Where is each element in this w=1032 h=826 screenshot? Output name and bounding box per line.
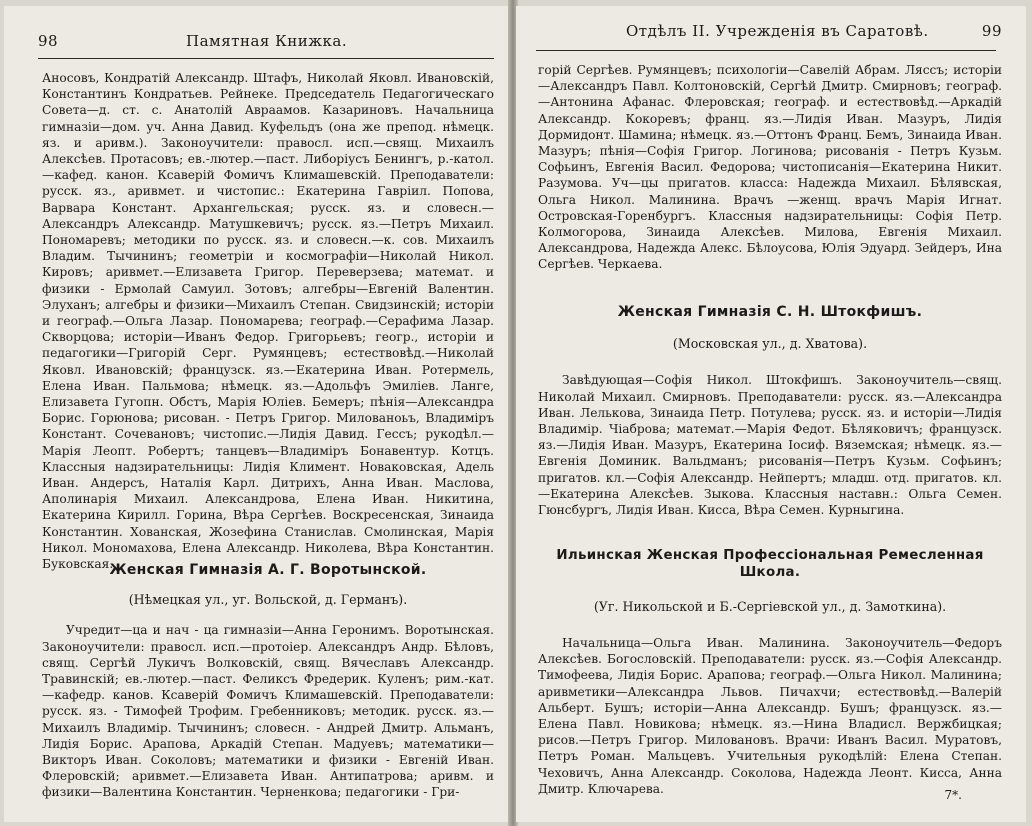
right-page — [516, 6, 1026, 822]
gymnasium-shtokfish-address: (Московская ул., д. Хватова). — [672, 336, 868, 352]
right-running-title: Отдѣлъ II. Учрежденія въ Саратовѣ. — [626, 22, 929, 40]
left-header-rule — [38, 58, 494, 59]
gymnasium-vorotynskaya-address: (Нѣмецкая ул., уг. Вольской, д. Германъ). — [128, 592, 408, 608]
left-page — [4, 6, 510, 822]
right-paragraph-1: горій Сергѣев. Румянцевъ; психологіи—Савелій Абрам. Ляссъ; исторіи—Александръ Павл. Колтоновскій, Сергѣй Дмитр. Смирновъ; географ.—Антонина Афанас. Флеровская; географ. и естествовѣд.—Аркадій Александр. Кокоревъ; франц. яз.—Лидія Иван. Мазуръ, Лидія Дормидонт. Шамина; нѣмецк. яз.—Оттонъ Франц. Бемъ, Зинаида Иван. Мазуръ; пѣнія—Софія Григор. Логинова; рисованія - Петръ Кузьм. Софьинъ, Евгенія Васил. Федорова; чистописанія—Екатерина Никит. Разумова. Уч—цы пригатов. класса: Надежда Михаил. Бѣлявская, Ольга Никол. Малинина. Врачъ —женщ. врачъ Марія Игнат. Островская-Горенбургъ. Классныя надзирательницы: Софія Петр. Колмогорова, Зинаида Алексѣев. Милова, Евгенія Михаил. Александрова, Надежда Алекс. Бѣлоусова, Юлія Эдуард. Зейдеръ, Ина Сергѣев. Черкаева. — [538, 63, 1002, 272]
right-paragraph-2: Завѣдующая—Софія Никол. Штокфишъ. Законоучитель—свящ. Николай Михаил. Смирновъ. Преподаватели: русск. яз.—Александра Иван. Лелькова, Зинаида Петр. Потулева; русск. яз. и исторіи—Лидія Владимір. Чіаброва; математ.—Марія Федот. Бѣляковичъ; французск. яз.—Лидія Иван. Мазуръ, Екатерина Іосиф. Вяземская; нѣмецк. яз.—Евгенія Доминик. Вальдманъ; рисованія—Петръ Кузьм. Софьинъ; пригатов. кл.—Софія Александр. Нейпертъ; младш. отд. пригатов. кл.—Екатерина Алексѣев. Зыкова. Классныя наставн.: Ольга Семен. Гюнсбургъ, Лидія Иван. Кисса, Вѣра Семен. Курныгина. — [538, 373, 1002, 518]
left-running-title: Памятная Книжка. — [186, 32, 348, 50]
gymnasium-shtokfish-heading: Женская Гимназія С. Н. Штокфишъ. — [617, 304, 923, 320]
left-running-head — [38, 32, 494, 54]
right-header-rule — [536, 50, 996, 51]
ilyinskaya-school-heading: Ильинская Женская Профессіональная Ремесленная Школа. — [556, 548, 984, 580]
ilyinskaya-school-address: (Уг. Никольской и Б.-Сергіевской ул., д. Замоткина). — [593, 598, 947, 614]
right-page-number: 99 — [981, 22, 1002, 40]
signature-mark: 7*. — [944, 788, 962, 802]
left-paragraph-2: Учредит—ца и нач - ца гимназіи—Анна Геронимъ. Воротынская. Законоучители: правосл. исп.—протоіер. Александръ Андр. Бѣловъ, свящ. Сергѣй Лукичъ Волковскій, свящ. Вячеславъ Александр. Травинскій; ев.-лютер.—паст. Феликсъ Фредерик. Куленъ; рим.-кат.—кафедр. канов. Ксаверій Фомичъ Климашевскій. Преподаватели: русск. яз. - Тимофей Трофим. Гребенниковъ; методик. русск. яз.—Михаилъ Владимір. Тычининъ; словесн. - Андрей Дмитр. Альманъ, Лидія Борис. Арапова, Аркадій Степан. Мадуевъ; математики—Викторъ Иван. Соколовъ; математики и физики - Евгеній Иван. Флеровскій; аривмет.—Елизавета Иван. Антипатрова; аривм. и физики—Валентина Константин. Черненкова; педагогики - Гри- — [42, 623, 494, 800]
right-running-head — [596, 22, 1002, 44]
left-page-number: 98 — [38, 32, 59, 50]
right-body — [538, 62, 1002, 797]
left-paragraph-1: Аносовъ, Кондратій Александр. Штафъ, Николай Яковл. Ивановскій, Константинъ Кондратьев. Рейнеке. Председатель Педагогическаго Совета—д. ст. с. Анатолій Авраамов. Казариновъ. Начальница гимназіи—дом. уч. Анна Давид. Куфельдъ (она же препод. нѣмецк. яз. и аривм.). Законоучители: правосл. исп.—свящ. Михаилъ Алексѣев. Протасовъ; ев.-лютер.—паст. Либоріусъ Бенингъ, р.-катол.—кафед. канон. Ксаверій Фомичъ Климашевскій. Преподаватели: русск. яз., аривмет. и чистопис.: Екатерина Гавріил. Попова, Варвара Констант. Архангельская; русск. яз. и словесн.—Александръ Александр. Матушкевичъ; русск. яз.—Петръ Михаил. Пономаревъ; методики по русск. яз. и словесн.—к. сов. Михаилъ Владим. Тычининъ; геометріи и космографіи—Николай Никол. Кировъ; аривмет.—Елизавета Григор. Переверзева; математ. и физики - Ермолай Самуил. Зотовъ; алгебры—Евгеній Валентин. Элуханъ; алгебры и физики—Михаилъ Степан. Свидзинскій; исторіи и географ.—Ольга Лазар. Пономарева; географ.—Серафима Лазар. Скворцова; исторіи—Иванъ Федор. Григорьевъ; геогр., исторіи и педагогики—Григорій Серг. Румянцевъ; естествовѣд.—Николай Яковл. Ивановскій; французск. яз.—Екатерина Иван. Ротермель, Елена Иван. Пальмова; нѣмецк. яз.—Адольфъ Эмиліев. Ланге, Елизавета Гугопн. Обстъ, Марія Юліев. Бемеръ; пѣнія—Александра Борис. Горюнова; рисован. - Петръ Григор. Милованоьъ, Владиміръ Констант. Сочевановъ; чистопис.—Лидія Давид. Гессъ; рукодѣл.—Марія Леопт. Робертъ; танцевъ—Владиміръ Бонавентур. Котцъ. Классныя надзирательницы: Лидія Климент. Новаковская, Адель Иван. Андерсъ, Наталія Карл. Дитрихъ, Анна Иван. Маслова, Аполинарія Михаил. Александрова, Елена Иван. Никитина, Екатерина Кирилл. Горина, Вѣра Сергѣев. Воскресенская, Зинаида Константин. Хованская, Жозефина Станислав. Смолинская, Марія Никол. Мономахова, Елена Александр. Николева, Вѣра Константин. Буковская. — [42, 71, 494, 572]
gymnasium-vorotynskaya-heading: Женская Гимназія А. Г. Воротынской. — [109, 562, 427, 578]
right-paragraph-3: Начальница—Ольга Иван. Малинина. Законоучитель—Федоръ Алексѣев. Богословскій. Преподаватели: русск. яз.—Софія Александр. Тимофеева, Лидія Борис. Арапова; географ.—Ольга Никол. Малинина; аривметики—Александра Львов. Пичахчи; естествовѣд.—Валерій Альберт. Бушъ; исторіи—Анна Александр. Бушъ; французск. яз.—Елена Павл. Новикова; нѣмецк. яз.—Нина Владисл. Вержбицкая; рисов.—Петръ Григор. Миловановъ. Врачи: Иванъ Васил. Муратовъ, Петръ Роман. Мальцевъ. Учительныя рукодѣлій: Елена Степан. Чеховичъ, Анна Александр. Соколова, Надежда Леонт. Кисса, Анна Дмитр. Ключарева. — [538, 636, 1002, 796]
left-body — [42, 70, 494, 802]
